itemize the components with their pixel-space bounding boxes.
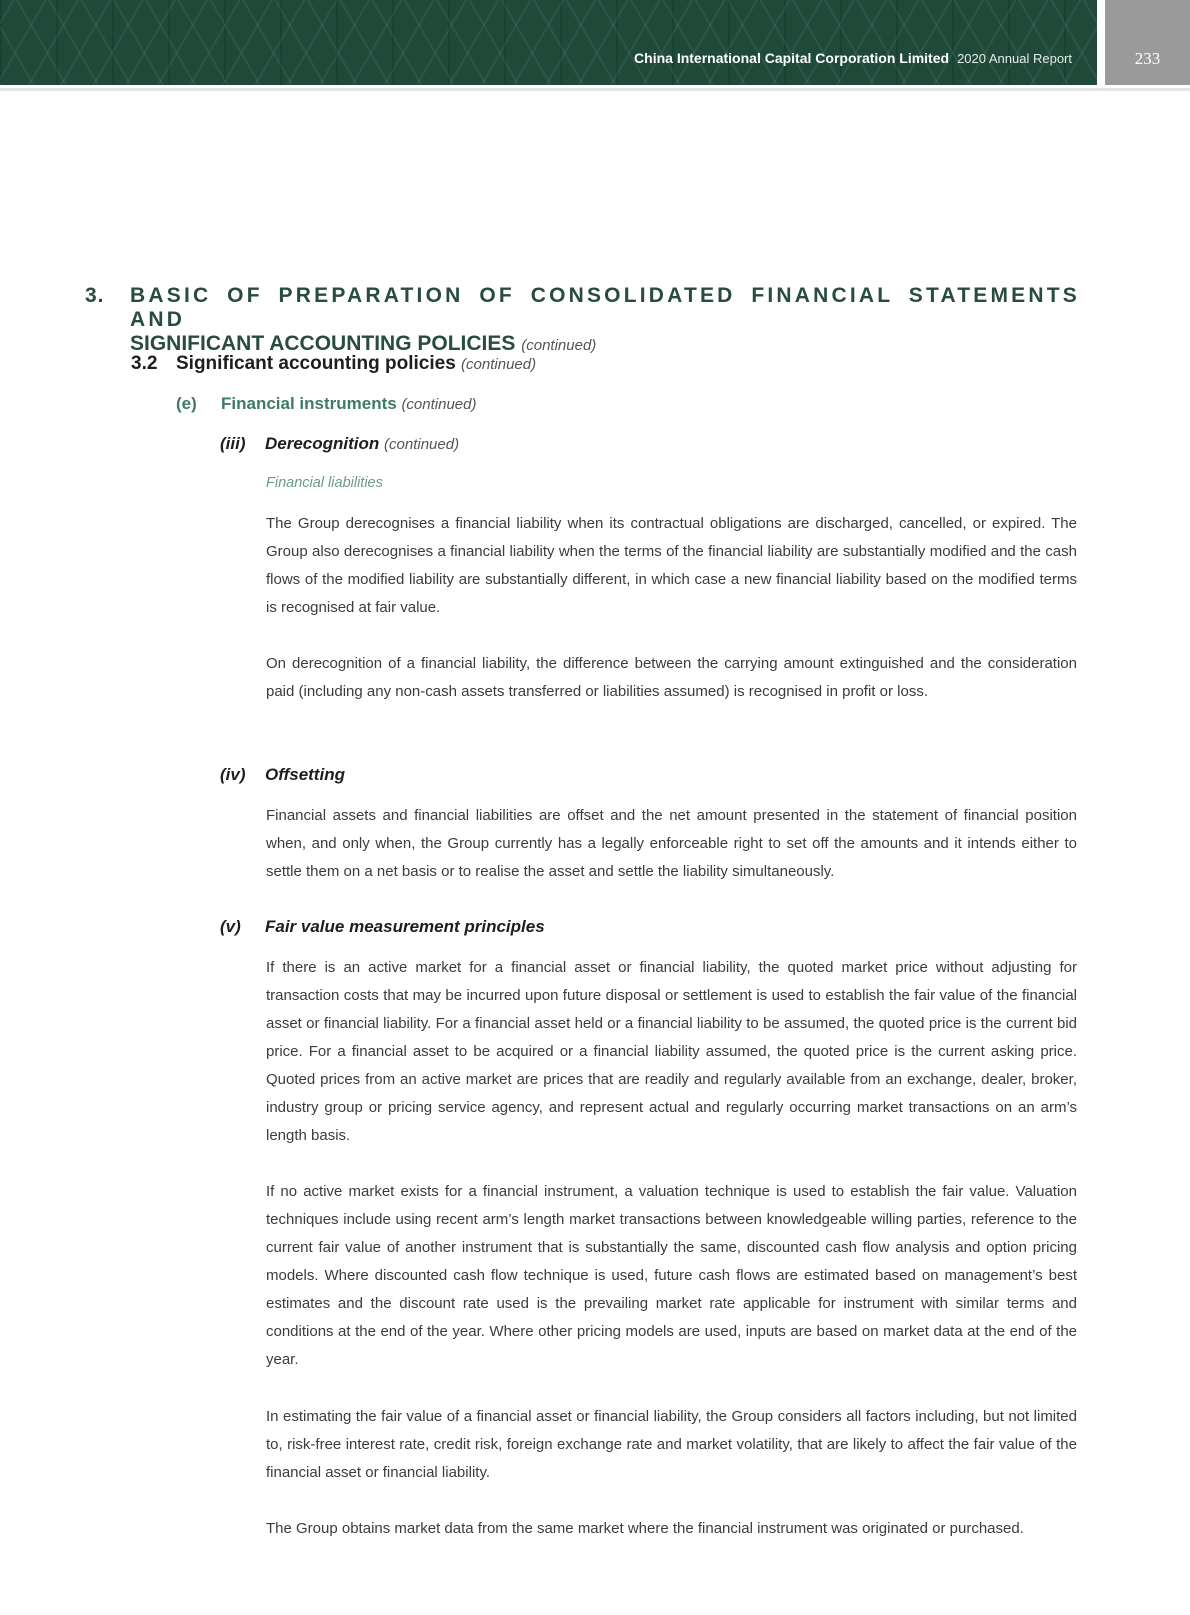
paragraph: If no active market exists for a financial instrument, a valuation technique is used to establish the fair value. Valuation techniques include using recent arm’s length market transactions between knowledgeable willing parties, reference to the current fair value of another instrument that is substantially the same, discounted cash flow analysis and option pricing models. Where discounted cash flow technique is used, future cash flows are estimated based on management’s best estimates and the discount rate used is the prevailing market rate applicable for instrument with similar terms and conditions at the end of the year. Where other pricing models are used, inputs are based on market data at the end of the year. — [266, 1183, 1077, 1368]
subsection-title: Significant accounting policies — [176, 353, 456, 374]
offsetting-heading — [220, 765, 345, 785]
section-number: 3. — [85, 284, 105, 307]
paragraph: On derecognition of a financial liability, the difference between the carrying amount extinguished and the consideration paid (including any non-cash assets transferred or liabilities assumed) is recognised in profit or loss. — [266, 655, 1077, 700]
heading-number: (v) — [220, 917, 241, 936]
financial-liabilities-subheading: Financial liabilities — [266, 475, 383, 491]
heading-title: Fair value measurement principles — [265, 917, 545, 936]
subsection-heading — [131, 353, 536, 375]
paragraph: The Group derecognises a financial liability when its contractual obligations are discharged, cancelled, or expired. The Group also derecognises a financial liability when the terms of the financial liability are substantially modified and the cash flows of the modified liability are substantially different, in which case a new financial liability based on the modified terms is recognised at fair value. — [266, 515, 1077, 616]
heading-number: (iv) — [220, 765, 246, 784]
heading-number: (iii) — [220, 434, 246, 453]
item-number: (e) — [176, 394, 197, 413]
paragraph: The Group obtains market data from the same market where the financial instrument was originated or purchased. — [266, 1520, 1024, 1537]
paragraph: If there is an active market for a financial asset or financial liability, the quoted market price without adjusting for transaction costs that may be incurred upon future disposal or settlement is used to establish the fair value of the financial asset or financial liability. For a financial asset held or a financial liability to be assumed, the quoted price is the current bid price. For a financial asset to be acquired or a financial liability assumed, the quoted price is the current asking price. Quoted prices from an active market are prices that are readily and regularly available from an exchange, dealer, broker, industry group or pricing service agency, and represent actual and regularly occurring market transactions on an arm’s length basis. — [266, 959, 1077, 1144]
report-name: 2020 Annual Report — [957, 51, 1072, 66]
item-title: Financial instruments — [221, 394, 397, 413]
header-banner — [0, 0, 1097, 85]
continued-label: (continued) — [401, 396, 477, 413]
continued-label: (continued) — [521, 337, 597, 354]
section-title-line1: BASIC OF PREPARATION OF CONSOLIDATED FINANCIAL STATEMENTS AND — [130, 284, 1080, 331]
company-name: China International Capital Corporation Limited — [634, 50, 950, 66]
paragraph: Financial assets and financial liabilities are offset and the net amount presented in the statement of financial position when, and only when, the Group currently has a legally enforceable right to set off the amounts and it intends either to settle them on a net basis or to realise the asset and settle the liability simultaneously. — [266, 807, 1077, 880]
header-title — [634, 50, 1072, 66]
subsection-number: 3.2 — [131, 353, 158, 374]
header-divider — [0, 88, 1190, 91]
derecognition-heading — [220, 434, 459, 454]
heading-title: Offsetting — [265, 765, 345, 784]
item-heading — [176, 394, 476, 414]
section-title-text: SIGNIFICANT ACCOUNTING POLICIES — [130, 332, 516, 355]
continued-label: (continued) — [384, 436, 460, 453]
page-number: 233 — [1105, 0, 1190, 85]
section-heading — [85, 284, 1080, 356]
continued-label: (continued) — [461, 356, 537, 373]
fair-value-heading — [220, 917, 545, 937]
paragraph: In estimating the fair value of a financial asset or financial liability, the Group considers all factors including, but not limited to, risk-free interest rate, credit risk, foreign exchange rate and market volatility, that are likely to affect the fair value of the financial asset or financial liability. — [266, 1408, 1077, 1481]
heading-title: Derecognition — [265, 434, 380, 453]
